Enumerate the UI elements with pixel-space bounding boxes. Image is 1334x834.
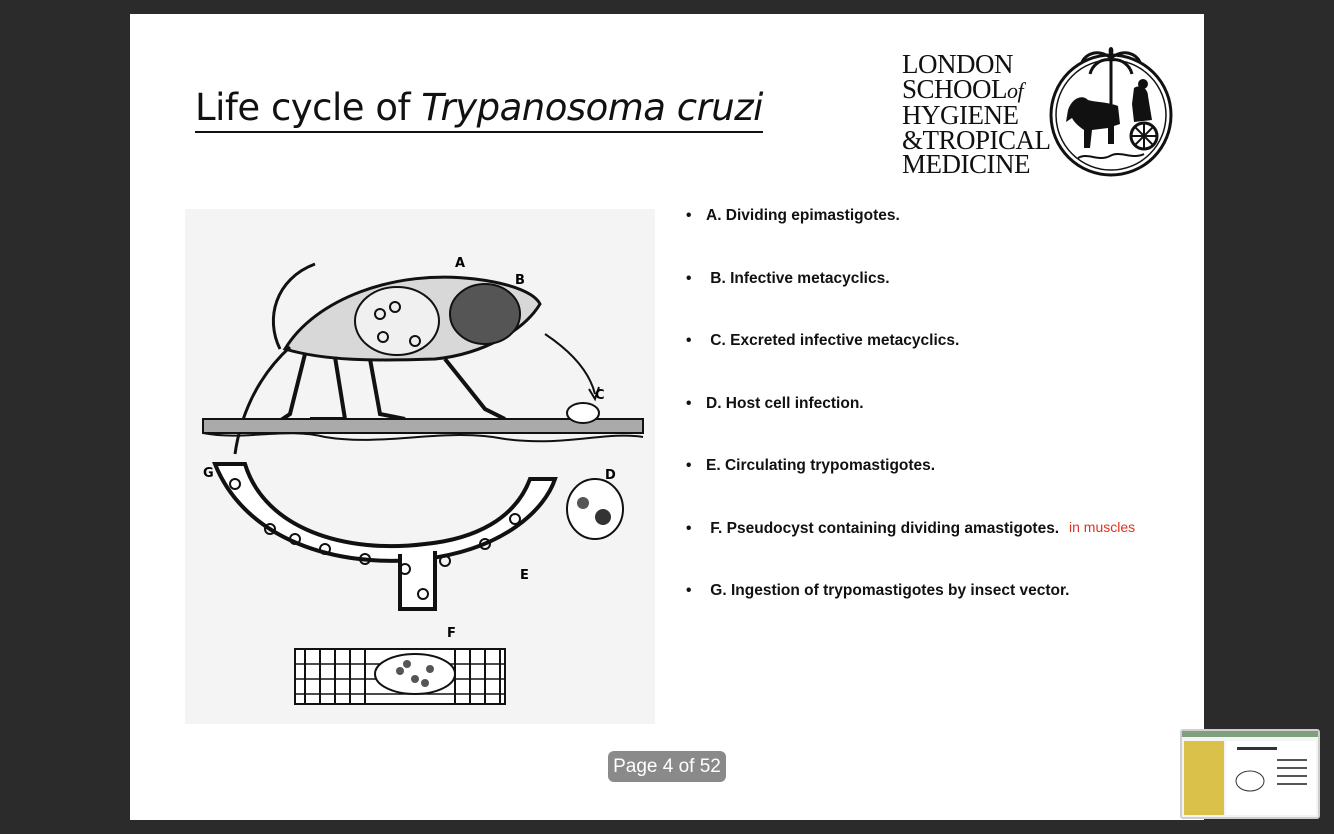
thumbnail-preview-icon [1182,731,1318,817]
label-f: F [447,626,456,641]
bullet-f: • F. Pseudocyst containing dividing amastigotes. [686,520,1060,537]
slide-thumbnail[interactable] [1180,729,1320,819]
life-cycle-diagram [185,209,655,724]
logo-line-4: &TROPICAL [902,124,1051,155]
title-prefix: Life cycle of [195,86,422,129]
slide [130,14,1204,820]
bullet-b: • B. Infective metacyclics. [686,270,890,287]
bullet-a: • A. Dividing epimastigotes. [686,207,900,224]
label-e: E [520,568,529,583]
label-g: G [203,466,214,481]
title-underline [195,86,763,133]
bullet-d: • D. Host cell infection. [686,395,864,412]
logo-line-1: LONDON [902,49,1013,79]
logo-text [902,49,1051,179]
bullet-g: • G. Ingestion of trypomastigotes by insect vector. [686,582,1070,599]
page-indicator: Page 4 of 52 [608,751,726,782]
logo-line-5: MEDICINE [902,149,1030,179]
annotation-in-muscles: in muscles [1069,519,1136,535]
title-species: Trypanosoma cruzi [421,86,763,129]
bullet-c: • C. Excreted infective metacyclics. [686,332,960,349]
label-c: C [595,388,605,403]
label-d: D [605,468,616,483]
lshtm-logo [902,44,1178,180]
label-a: A [455,256,466,271]
label-b: B [515,273,525,288]
bullet-e: • E. Circulating trypomastigotes. [686,457,936,474]
slide-title [195,86,763,129]
logo-line-2: SCHOOLof [902,73,1024,104]
logo-seal-icon [1048,44,1174,178]
logo-line-3: HYGIENE [902,100,1019,130]
